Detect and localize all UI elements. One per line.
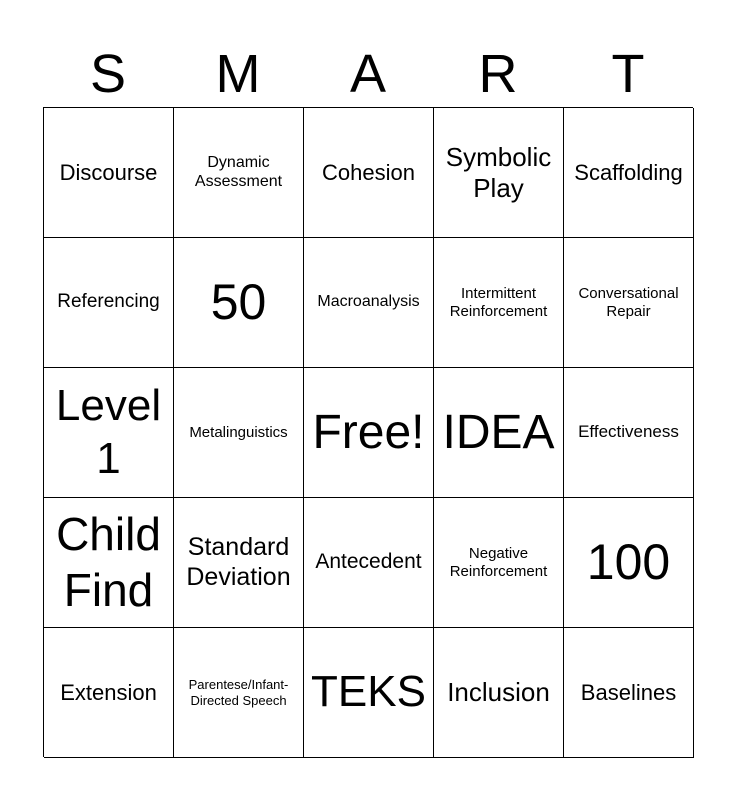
bingo-cell: Cohesion [304,108,434,238]
bingo-cell: Free! [304,368,434,498]
bingo-cell: Inclusion [434,628,564,758]
bingo-cell: Discourse [44,108,174,238]
header-letter-m: M [215,44,261,104]
bingo-cell: Symbolic Play [434,108,564,238]
bingo-cell: Dynamic Assessment [174,108,304,238]
bingo-board [43,107,693,757]
bingo-cell: Child Find [44,498,174,628]
header-letter-r: R [478,44,518,104]
bingo-header [43,40,693,108]
bingo-cell: Effectiveness [564,368,694,498]
header-letter-t: T [611,44,645,104]
bingo-cell: Antecedent [304,498,434,628]
bingo-cell: 50 [174,238,304,368]
bingo-cell: TEKS [304,628,434,758]
bingo-cell: IDEA [434,368,564,498]
bingo-cell: Conversational Repair [564,238,694,368]
bingo-cell: Macroanalysis [304,238,434,368]
bingo-cell: Intermittent Reinforcement [434,238,564,368]
bingo-cell: Negative Reinforcement [434,498,564,628]
bingo-cell: Level 1 [44,368,174,498]
header-letter-s: S [89,44,127,104]
bingo-cell: Standard Deviation [174,498,304,628]
bingo-cell: Metalinguistics [174,368,304,498]
bingo-cell: Extension [44,628,174,758]
bingo-cell: Referencing [44,238,174,368]
bingo-cell: Baselines [564,628,694,758]
bingo-cell: 100 [564,498,694,628]
header-letter-a: A [349,44,387,104]
bingo-cell: Parentese/Infant-Directed Speech [174,628,304,758]
bingo-cell: Scaffolding [564,108,694,238]
